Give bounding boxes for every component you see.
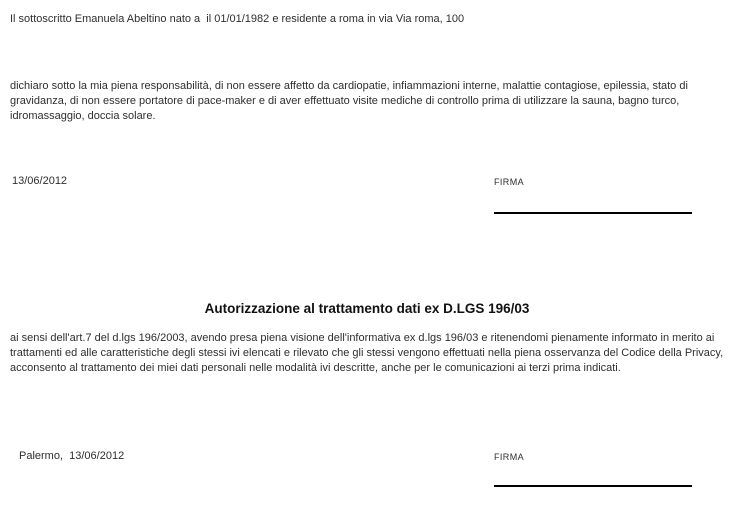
privacy-authorization-title: Autorizzazione al trattamento dati ex D.LGS 196/03 [204, 301, 530, 316]
signature-line [494, 485, 692, 487]
firma-label: FIRMA [494, 177, 524, 187]
date-text: 13/06/2012 [12, 175, 68, 187]
firma-label: FIRMA [494, 452, 524, 462]
place-date-text: Palermo, 13/06/2012 [19, 450, 125, 462]
health-declaration-paragraph: dichiaro sotto la mia piena responsabilità, di non essere affetto da cardiopatie, infiammazioni interne, malattie contagiose, epilessia, stato di gravidanza, di non essere portatore di pace-maker e di aver effettuato visite mediche di controllo prima di utilizzare la sauna, bagno turco, idromassaggio, doccia solare. [10, 80, 691, 122]
signature-line [494, 212, 692, 214]
declarant-line: Il sottoscritto Emanuela Abeltino nato a il 01/01/1982 e residente a roma in via Via roma, 100 [10, 13, 465, 25]
privacy-consent-paragraph: ai sensi dell'art.7 del d.lgs 196/2003, avendo presa piena visione dell'informativa ex d.lgs 196/03 e ritenendomi pienamente informato in merito ai trattamenti ed alle caratteristiche degli stessi ivi elencati e rilevato che gli stessi vengono effettuati nella piena osservanza del Codice della Privacy, acconsento al trattamento dei miei dati personali nelle modalità ivi descritte, anche per le comunicazioni ai terzi prima indicati. [10, 332, 727, 374]
